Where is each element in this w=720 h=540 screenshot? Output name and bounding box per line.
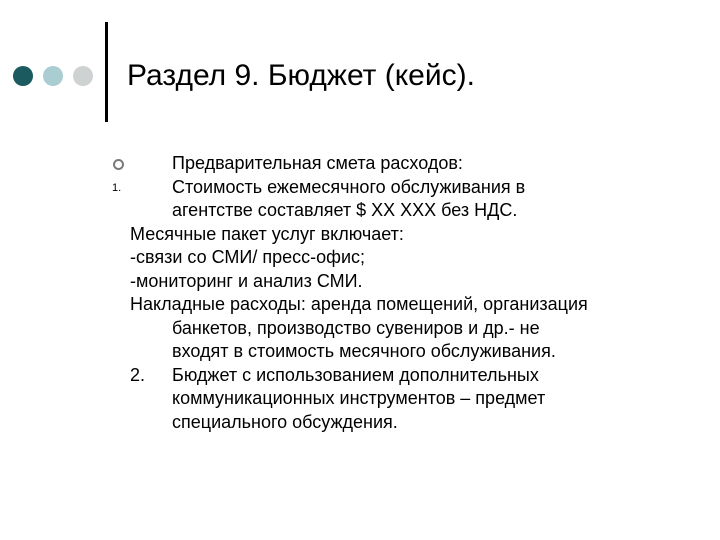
package-intro-line — [130, 223, 700, 247]
slide-body — [112, 152, 700, 434]
intro-line — [130, 152, 700, 176]
item2-text-line1: Бюджет с использованием дополнительных — [172, 364, 539, 385]
gray-dot-icon — [73, 66, 93, 86]
item1-text-line1: Стоимость ежемесячного обслуживания в — [172, 176, 526, 197]
item2-line2 — [130, 387, 700, 411]
item2-line3 — [130, 411, 700, 435]
package-text-1: -связи со СМИ/ пресс-офис; — [130, 247, 365, 267]
overhead-text-1: Накладные расходы: аренда помещений, организация — [130, 294, 588, 314]
item1-text-line2: агентстве составляет $ ХХ ХХХ без НДС. — [172, 200, 518, 220]
light-teal-dot-icon — [43, 66, 63, 86]
overhead-line-2 — [130, 317, 700, 341]
overhead-text-2: банкетов, производство сувениров и др.- не — [172, 317, 540, 338]
package-line-2 — [130, 270, 700, 294]
dark-teal-dot-icon — [13, 66, 33, 86]
item1-number: 1. — [112, 181, 122, 194]
overhead-line-3 — [130, 340, 700, 364]
overhead-text-3: входят в стоимость месячного обслуживания. — [172, 341, 556, 361]
item2-number: 2. — [130, 364, 146, 385]
item2-line1 — [130, 364, 700, 388]
package-line-1 — [130, 246, 700, 270]
decorative-dots — [13, 66, 103, 86]
package-intro-text: Месячные пакет услуг включает: — [130, 223, 404, 244]
slide-title: Раздел 9. Бюджет (кейс). — [127, 59, 475, 92]
intro-text: Предварительная смета расходов: — [172, 153, 463, 173]
ring-bullet-icon — [113, 159, 124, 170]
overhead-line-1 — [130, 293, 700, 317]
package-text-2: -мониторинг и анализ СМИ. — [130, 270, 363, 291]
title-divider-line — [105, 22, 108, 122]
item2-text-line3: специального обсуждения. — [172, 411, 398, 432]
item2-text-line2: коммуникационных инструментов – предмет — [172, 388, 546, 408]
item1-line2 — [130, 199, 700, 223]
item1-line1 — [112, 176, 700, 200]
